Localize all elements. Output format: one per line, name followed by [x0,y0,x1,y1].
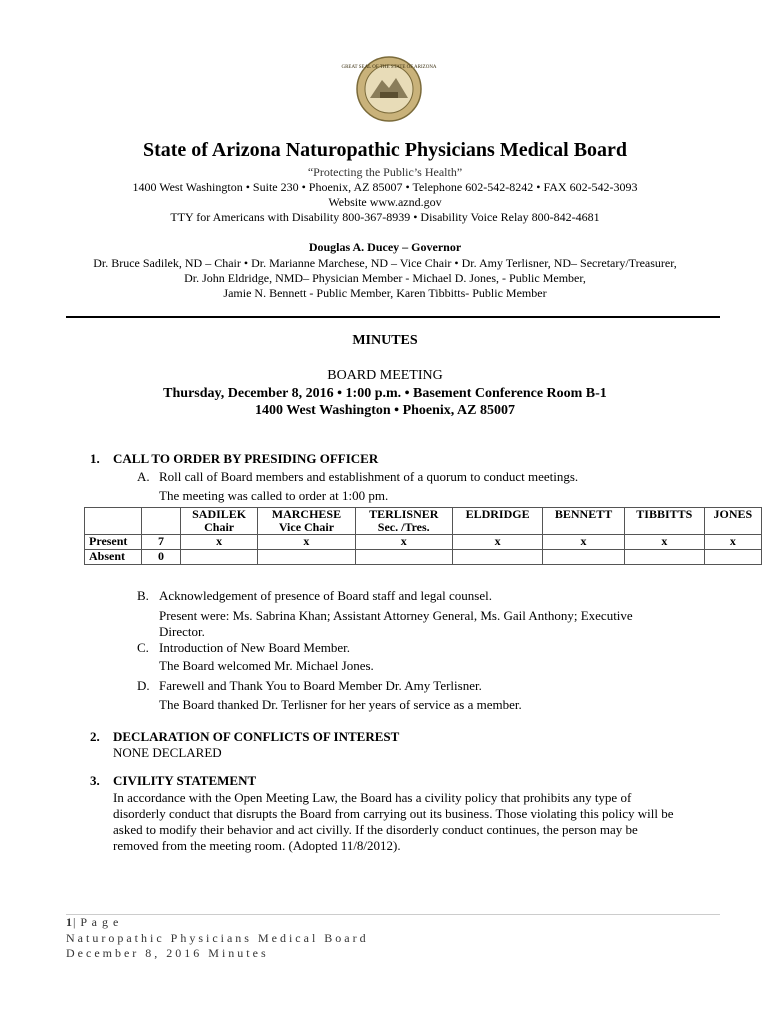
meeting-type: BOARD MEETING [327,368,443,383]
roll-col-tibbitts: TIBBITTS [624,508,704,535]
page-word: | P a g e [73,915,120,929]
minutes-heading: MINUTES [352,333,418,348]
civility-line-2: disorderly conduct that disrupts the Board from carrying out its business. Those violating this policy will be [113,806,674,821]
present-mark: x [181,535,258,550]
item-b-note-1: Present were: Ms. Sabrina Khan; Assistant Attorney General, Ms. Gail Anthony; Executive [159,608,633,623]
present-count: 7 [142,535,181,550]
section-1-title: CALL TO ORDER BY PRESIDING OFFICER [113,451,379,466]
civility-line-4: removed from the meeting room. (Adopted 11/8/2012). [113,838,401,853]
arizona-state-seal-icon [341,56,437,122]
item-d-text: Farewell and Thank You to Board Member Dr. Amy Terlisner. [159,678,482,693]
civility-line-1: In accordance with the Open Meeting Law, the Board has a civility policy that prohibits any type of [113,790,632,805]
civility-line-3: asked to modify their behavior and act civilly. If the disorderly conduct continues, the person may be [113,822,638,837]
footer-line-2: December 8, 2016 Minutes [66,946,269,960]
absent-count: 0 [142,550,181,565]
page-number [66,915,119,930]
item-b-text: Acknowledgement of presence of Board staff and legal counsel. [159,588,492,603]
governor-line: Douglas A. Ducey – Governor [308,240,462,254]
roll-absent-row [85,550,762,565]
roll-col-jones: JONES [704,508,761,535]
item-a-note: The meeting was called to order at 1:00 pm. [159,488,389,503]
footer-divider [66,914,720,915]
present-mark: x [624,535,704,550]
section-2-text: NONE DECLARED [113,745,222,760]
board-title: State of Arizona Naturopathic Physicians Medical Board [142,139,628,161]
absent-cell [452,550,542,565]
roll-col-terlisner: TERLISNER Sec. /Tres. [355,508,452,535]
absent-cell [258,550,355,565]
present-label: Present [85,535,142,550]
meeting-datetime: Thursday, December 8, 2016 • 1:00 p.m. • Basement Conference Room B-1 [163,386,607,401]
section-3-number: 3. [90,773,100,788]
members-line-2: Dr. John Eldridge, NMD– Physician Member - Michael D. Jones, - Public Member, [184,271,586,285]
item-c-label: C. [137,640,149,655]
roll-corner-cell [85,508,142,535]
members-line-1: Dr. Bruce Sadilek, ND – Chair • Dr. Marianne Marchese, ND – Vice Chair • Dr. Amy Terlisner, ND– Secretary/Treasurer, [93,256,677,270]
roll-col-marchese: MARCHESE Vice Chair [258,508,355,535]
item-a-label: A. [137,469,150,484]
item-a-text: Roll call of Board members and establishment of a quorum to conduct meetings. [159,469,579,484]
section-2-number: 2. [90,729,100,744]
present-mark: x [543,535,625,550]
website-line: Website www.aznd.gov [328,195,442,209]
absent-cell [543,550,625,565]
footer-line-1: Naturopathic Physicians Medical Board [66,931,369,945]
address-line: 1400 West Washington • Suite 230 • Phoenix, AZ 85007 • Telephone 602-542-8242 • FAX 602-542-3093 [132,180,638,194]
tty-line: TTY for Americans with Disability 800-367-8939 • Disability Voice Relay 800-842-4681 [170,210,600,224]
roll-call-table [84,507,762,565]
absent-cell [355,550,452,565]
meeting-location: 1400 West Washington • Phoenix, AZ 85007 [255,403,515,418]
absent-cell [624,550,704,565]
item-c-text: Introduction of New Board Member. [159,640,350,655]
section-3-title: CIVILITY STATEMENT [113,773,257,788]
absent-cell [181,550,258,565]
present-mark: x [452,535,542,550]
roll-col-sadilek: SADILEK Chair [181,508,258,535]
header-divider [66,316,720,318]
present-mark: x [258,535,355,550]
item-b-label: B. [137,588,149,603]
item-d-note: The Board thanked Dr. Terlisner for her years of service as a member. [159,697,522,712]
motto: “Protecting the Public’s Health” [307,165,463,179]
section-2-title: DECLARATION OF CONFLICTS OF INTEREST [113,729,400,744]
seal-text: GREAT SEAL OF THE STATE OF ARIZONA [341,65,437,70]
item-b-note-2: Director. [159,624,205,639]
roll-col-bennett: BENNETT [543,508,625,535]
item-c-note: The Board welcomed Mr. Michael Jones. [159,658,374,673]
section-1-number: 1. [90,451,100,466]
members-line-3: Jamie N. Bennett - Public Member, Karen Tibbitts- Public Member [223,286,547,300]
present-mark: x [704,535,761,550]
roll-header-row [85,508,762,535]
present-mark: x [355,535,452,550]
roll-col-eldridge: ELDRIDGE [452,508,542,535]
absent-cell [704,550,761,565]
roll-count-header [142,508,181,535]
absent-label: Absent [85,550,142,565]
roll-present-row [85,535,762,550]
item-d-label: D. [137,678,150,693]
page-num: 1 [66,915,73,929]
